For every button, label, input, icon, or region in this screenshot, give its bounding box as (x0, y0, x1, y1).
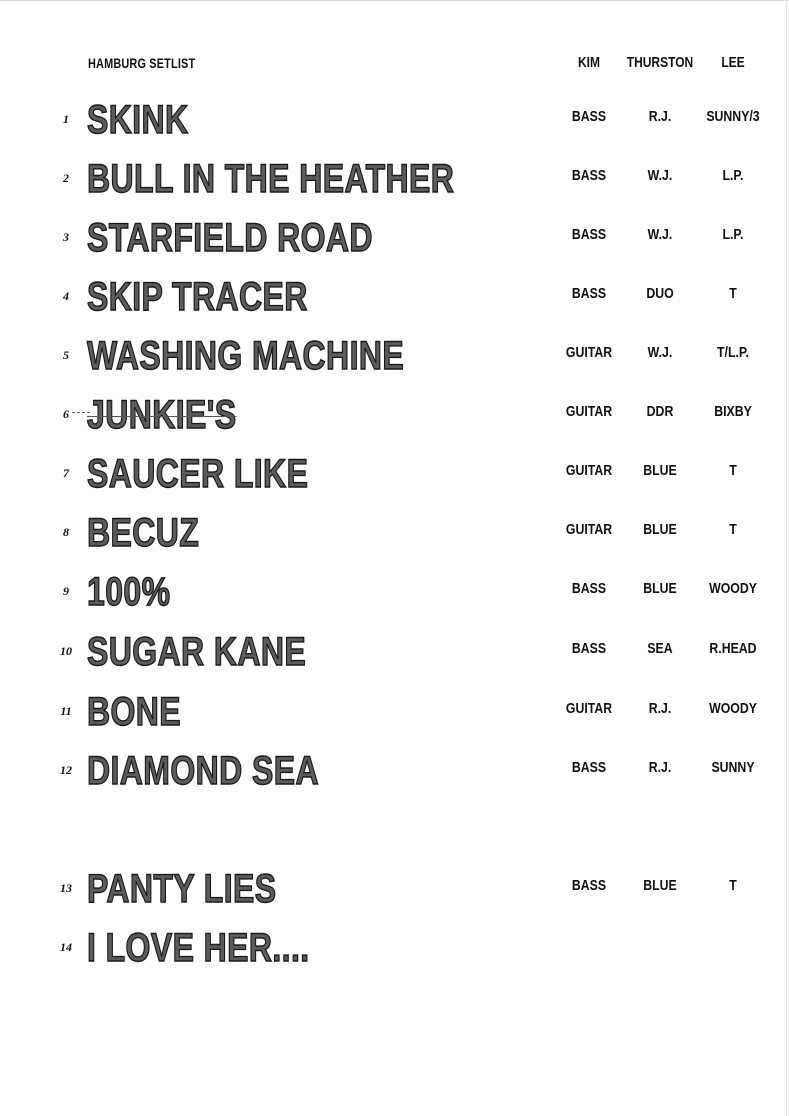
song-number: 13 (60, 881, 72, 895)
column-header-thurston: THURSTON (626, 54, 694, 71)
kim-instrument: BASS (571, 167, 607, 184)
song-row (0, 511, 789, 571)
song-title: PANTY LIES (87, 867, 277, 911)
kim-instrument: BASS (571, 285, 607, 302)
kim-instrument: GUITAR (565, 700, 613, 717)
lee-guitar: BIXBY (714, 403, 752, 420)
song-number: 3 (63, 230, 69, 244)
song-title: WASHING MACHINE (87, 334, 405, 378)
thurston-guitar: BLUE (643, 580, 677, 597)
song-row (0, 216, 789, 276)
song-row (0, 867, 789, 927)
song-number: 14 (60, 940, 72, 954)
song-number: 1 (63, 112, 69, 126)
song-row (0, 630, 789, 690)
kim-instrument: GUITAR (565, 344, 613, 361)
thurston-guitar: SEA (647, 640, 673, 657)
song-number: 11 (60, 704, 72, 718)
thurston-guitar: BLUE (643, 877, 677, 894)
song-number: 8 (63, 525, 69, 539)
column-header-kim: KIM (578, 54, 600, 71)
song-number: 7 (63, 466, 69, 480)
thurston-guitar: R.J. (648, 700, 672, 717)
kim-instrument: BASS (571, 640, 607, 657)
lee-guitar: T (729, 877, 737, 894)
thurston-guitar: R.J. (648, 108, 672, 125)
song-number: 2 (63, 171, 69, 185)
scan-artifact-top (0, 0, 789, 1)
thurston-guitar: DDR (646, 403, 674, 420)
song-row (0, 98, 789, 158)
thurston-guitar: BLUE (643, 521, 677, 538)
thurston-guitar: DUO (646, 285, 674, 302)
kim-instrument: BASS (571, 759, 607, 776)
kim-instrument: BASS (571, 226, 607, 243)
song-title: BULL IN THE HEATHER (87, 157, 455, 201)
song-row (0, 452, 789, 512)
song-number: 9 (63, 584, 69, 598)
song-title: SUGAR KANE (87, 630, 307, 674)
song-number: 10 (60, 644, 72, 658)
song-row (0, 157, 789, 217)
song-number: 6 (63, 407, 69, 421)
kim-instrument: BASS (571, 580, 607, 597)
thurston-guitar: W.J. (647, 344, 673, 361)
song-number: 4 (63, 289, 69, 303)
thurston-guitar: W.J. (647, 167, 673, 184)
thurston-guitar: W.J. (647, 226, 673, 243)
lee-guitar: WOODY (709, 580, 757, 597)
song-row (0, 393, 789, 453)
song-title: JUNKIE'S (87, 393, 237, 437)
song-row (0, 275, 789, 335)
lee-guitar: SUNNY/3 (706, 108, 760, 125)
song-row (0, 926, 789, 986)
column-header-lee: LEE (721, 54, 745, 71)
song-row (0, 570, 789, 630)
song-row (0, 334, 789, 394)
kim-instrument: GUITAR (565, 521, 613, 538)
lee-guitar: WOODY (709, 700, 757, 717)
song-title: BONE (87, 690, 182, 734)
lee-guitar: L.P. (722, 226, 744, 243)
lee-guitar: T (729, 521, 737, 538)
lee-guitar: T/L.P. (717, 344, 749, 361)
lee-guitar: R.HEAD (709, 640, 757, 657)
setlist-title: HAMBURG SETLIST (88, 55, 196, 71)
lee-guitar: T (729, 285, 737, 302)
song-title: SAUCER LIKE (87, 452, 309, 496)
song-number: 12 (60, 763, 72, 777)
thurston-guitar: BLUE (643, 462, 677, 479)
kim-instrument: BASS (571, 877, 607, 894)
song-row (0, 749, 789, 809)
lee-guitar: SUNNY (711, 759, 755, 776)
lee-guitar: T (729, 462, 737, 479)
song-title: SKINK (87, 98, 189, 142)
song-title: BECUZ (87, 511, 200, 555)
song-title: DIAMOND SEA (87, 749, 319, 793)
kim-instrument: GUITAR (565, 403, 613, 420)
song-row (0, 690, 789, 750)
song-number: 5 (63, 348, 69, 362)
song-title: 100% (87, 570, 171, 614)
song-title: I LOVE HER.... (87, 926, 310, 970)
thurston-guitar: R.J. (648, 759, 672, 776)
kim-instrument: GUITAR (565, 462, 613, 479)
lee-guitar: L.P. (722, 167, 744, 184)
song-title: SKIP TRACER (87, 275, 308, 319)
song-title: STARFIELD ROAD (87, 216, 373, 260)
kim-instrument: BASS (571, 108, 607, 125)
